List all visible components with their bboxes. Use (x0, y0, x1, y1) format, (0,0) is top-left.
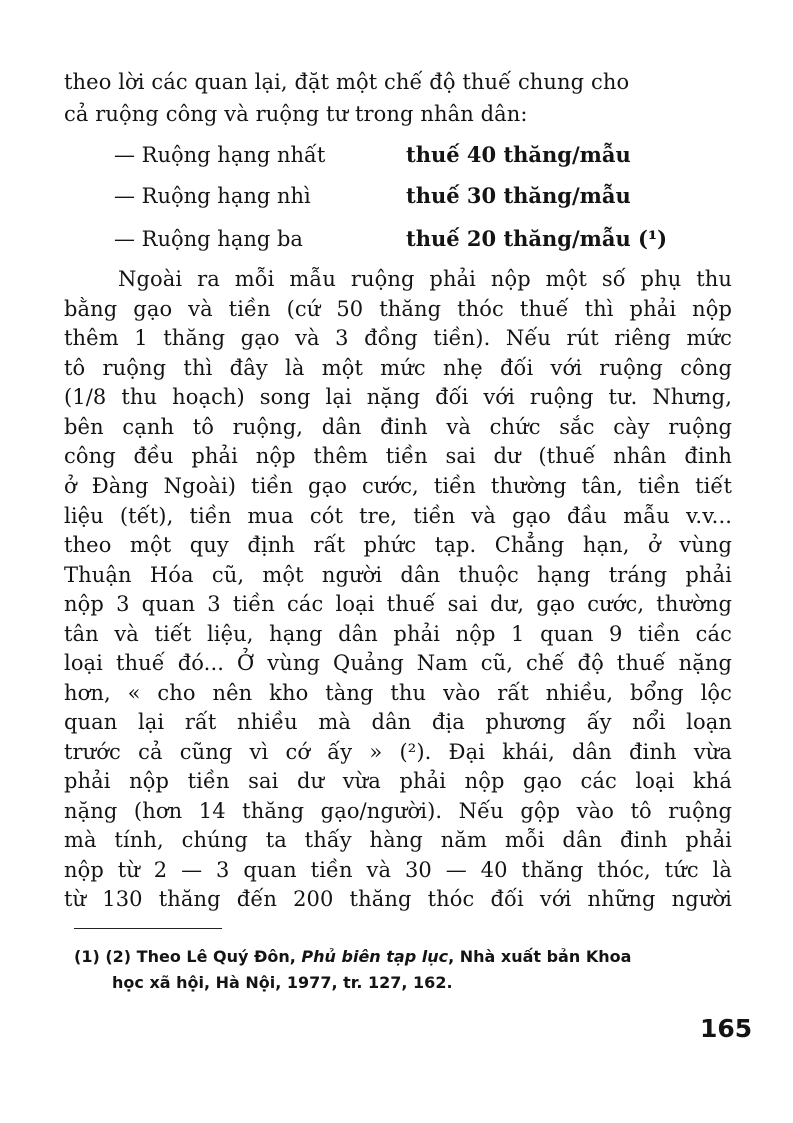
tax-rank-label: — Ruộng hạng ba (114, 227, 303, 251)
tax-row-third-rank (114, 225, 734, 253)
tax-rate-value: thuế 40 thăng/mẫu (406, 142, 631, 167)
body-line: loại thuế đó... Ở vùng Quảng Nam cũ, chế độ thuế nặng (64, 651, 732, 675)
body-line: tân và tiết liệu, hạng dân phải nộp 1 quan 9 tiền các (64, 622, 732, 646)
body-line: (1/8 thu hoạch) song lại nặng đối với ruộng tư. Nhưng, (64, 385, 732, 409)
tax-row-first-rank (114, 141, 734, 169)
footnote-lead: (1) (2) Theo Lê Quý Đôn, (74, 947, 302, 966)
tax-rate-value: thuế 30 thăng/mẫu (406, 183, 631, 208)
footnote-line-2: học xã hội, Hà Nội, 1977, tr. 127, 162. (112, 973, 453, 992)
footnote-divider (74, 928, 222, 929)
body-line: phải nộp tiền sai dư vừa phải nộp gạo các loại khá (64, 769, 732, 793)
body-line: nặng (hơn 14 thăng gạo/người). Nếu gộp vào tô ruộng (64, 799, 732, 823)
body-line: bên cạnh tô ruộng, dân đinh và chức sắc cày ruộng (64, 415, 732, 439)
body-line: nộp từ 2 — 3 quan tiền và 30 — 40 thăng thóc, tức là (64, 858, 732, 882)
body-line: công đều phải nộp thêm tiền sai dư (thuế nhân đinh (64, 444, 732, 468)
body-line: quan lại rất nhiều mà dân địa phương ấy nổi loạn (64, 710, 732, 734)
tax-rate-value: thuế 20 thăng/mẫu (¹) (406, 226, 668, 251)
tax-rank-label: — Ruộng hạng nhất (114, 143, 326, 167)
body-line: bằng gạo và tiền (cứ 50 thăng thóc thuế thì phải nộp (64, 297, 732, 321)
body-line: tô ruộng thì đây là một mức nhẹ đối với ruộng công (64, 356, 732, 380)
page-number: 165 (700, 1014, 753, 1043)
body-line: trước cả cũng vì cớ ấy » (²). Đại khái, dân đinh vừa (64, 740, 732, 764)
intro-line-1: theo lời các quan lại, đặt một chế độ thuế chung cho (64, 70, 630, 94)
footnote-book-title: Phủ biên tạp lục (301, 947, 449, 966)
body-line: liệu (tết), tiền mua cót tre, tiền và gạo đầu mẫu v.v... (64, 504, 732, 528)
body-line: hơn, « cho nên kho tàng thu vào rất nhiều, bổng lộc (64, 681, 732, 705)
footnote-line-1 (74, 944, 631, 970)
body-line: thêm 1 thăng gạo và 3 đồng tiền). Nếu rút riêng mức (64, 326, 732, 350)
tax-rank-label: — Ruộng hạng nhì (114, 184, 311, 208)
body-line: theo một quy định rất phức tạp. Chẳng hạn, ở vùng (64, 533, 732, 557)
body-line: ở Đàng Ngoài) tiền gạo cước, tiền thường tân, tiền tiết (64, 474, 732, 498)
intro-line-2: cả ruộng công và ruộng tư trong nhân dân: (64, 102, 528, 126)
body-line: mà tính, chúng ta thấy hàng năm mỗi dân đinh phải (64, 828, 732, 852)
body-line: Ngoài ra mỗi mẫu ruộng phải nộp một số phụ thu (118, 267, 732, 291)
footnote-publisher: , Nhà xuất bản Khoa (448, 947, 632, 966)
body-line: từ 130 thăng đến 200 thăng thóc đối với những người (64, 887, 732, 911)
tax-row-second-rank (114, 182, 734, 210)
body-line: Thuận Hóa cũ, một người dân thuộc hạng tráng phải (64, 563, 732, 587)
body-line: nộp 3 quan 3 tiền các loại thuế sai dư, gạo cước, thường (64, 592, 732, 616)
